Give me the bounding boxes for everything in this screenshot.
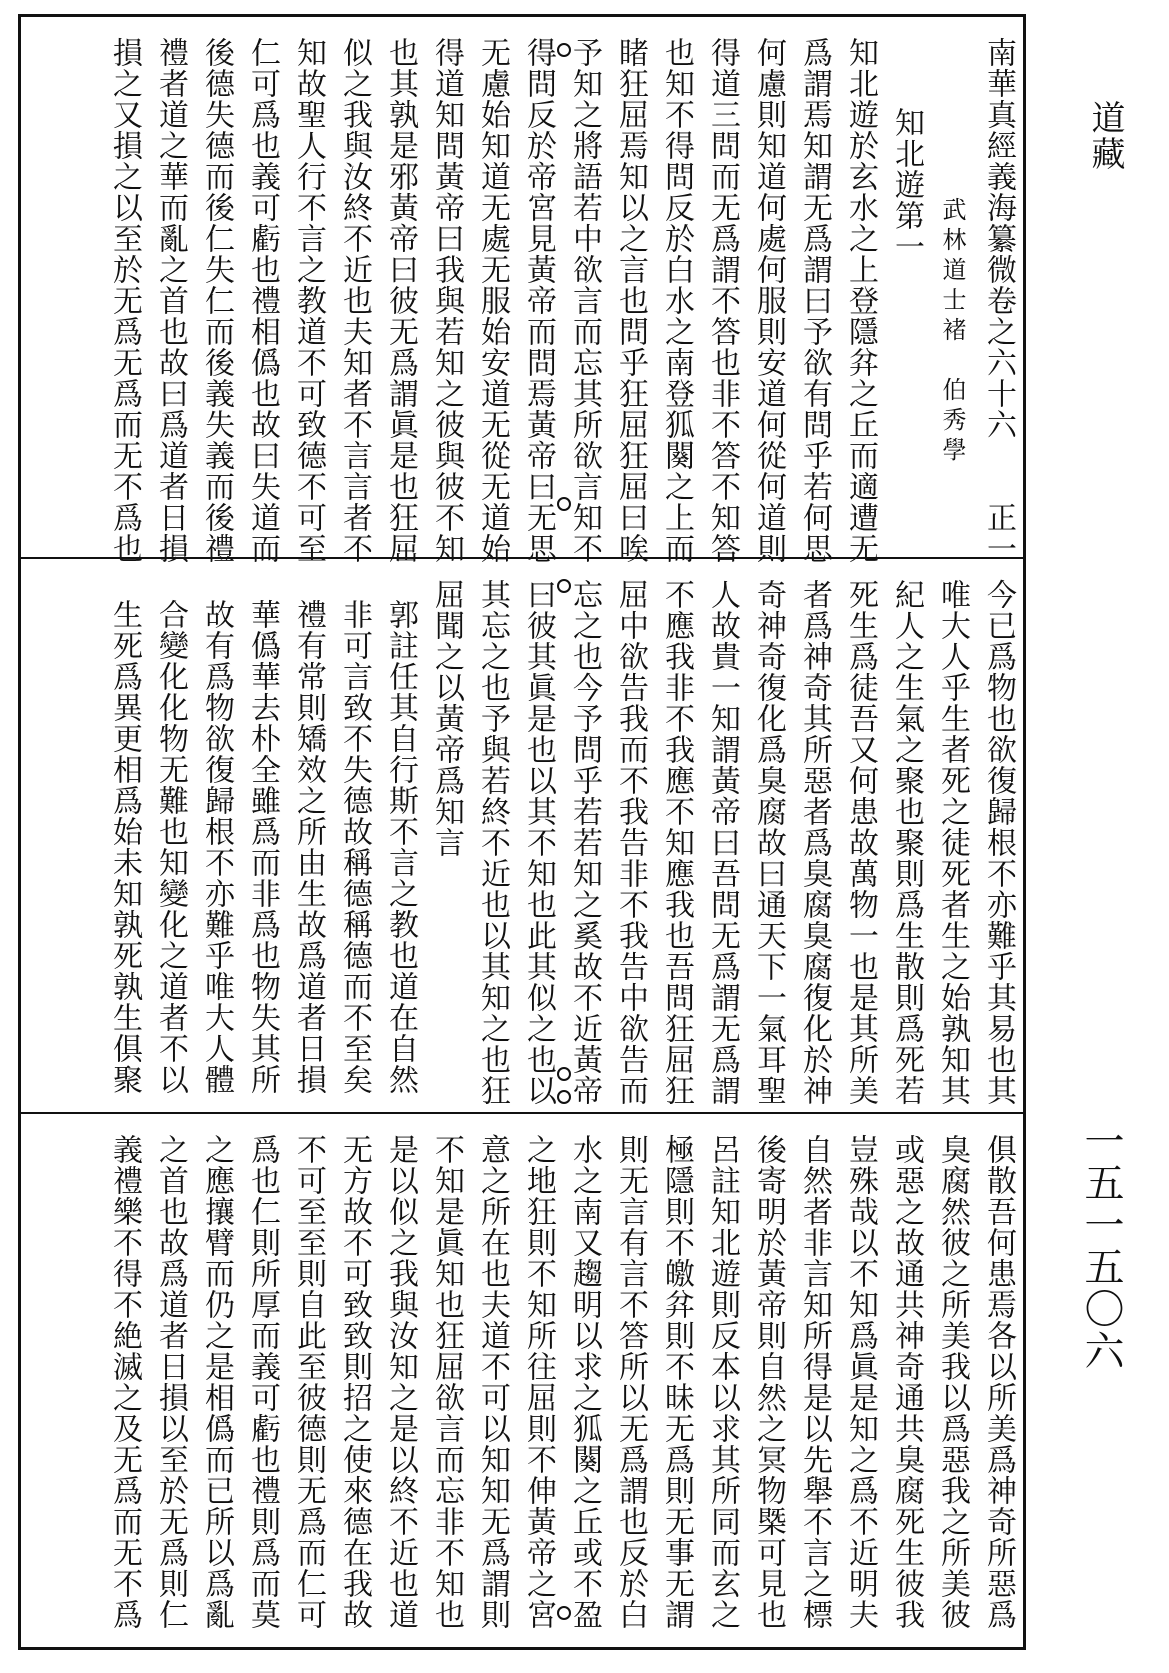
text-column: 屈中欲告我而不我告非不我告中欲告而 xyxy=(613,579,648,1106)
commentary-column: 合變化化物无難也知變化之道者不以 xyxy=(153,599,188,1095)
text-column: 其忘之也予與若終不近也以其知之也狂 xyxy=(475,579,510,1106)
text-column: 禮者道之華而亂之首也故曰爲道者日損 xyxy=(153,37,188,564)
text-column: 今已爲物也欲復歸根不亦難乎其易也其 xyxy=(981,579,1016,1106)
text-column: 死生爲徒吾又何患故萬物一也是其所美 xyxy=(843,579,878,1106)
text-column: 奇神奇復化爲臭腐故曰通天下一氣耳聖 xyxy=(751,579,786,1106)
text-column: 爲謂焉知謂无爲謂曰予欲有問乎若何思 xyxy=(797,37,832,564)
text-column: 也知不得問反於白水之南登狐闋之上而 xyxy=(659,37,694,564)
commentary-column: 自然者非言知所得是以先舉不言之標 xyxy=(797,1134,832,1630)
commentary-column: 不可至至則自此至彼德則无爲而仁可 xyxy=(291,1134,326,1630)
text-column: 无慮始知道无處无服始安道无從无道始 xyxy=(475,37,510,564)
text-column: 曰彼其眞是也以其不知也此其似之也以 xyxy=(521,579,556,1106)
commentary-column: 義禮樂不得不絶滅之及无爲而无不爲 xyxy=(107,1134,142,1630)
text-column: 屈聞之以黃帝爲知言 xyxy=(429,579,464,858)
text-column: 紀人之生氣之聚也聚則爲生散則爲死若 xyxy=(889,579,924,1106)
commentary-column: 爲也仁則所厚而義可虧也禮則爲而莫 xyxy=(245,1134,280,1630)
text-column: 人故貴一知謂黃帝曰吾問无爲謂无爲謂 xyxy=(705,579,740,1106)
commentary-column: 郭註任其自行斯不言之教也道在自然 xyxy=(383,599,418,1095)
text-column: 知故聖人行不言之教道不可致德不可至 xyxy=(291,37,326,564)
circle-mark xyxy=(557,497,571,511)
commentary-column: 華僞華去朴全雖爲而非爲也物失其所 xyxy=(245,599,280,1095)
commentary-column: 水之南又趨明以求之狐闋之丘或不盈 xyxy=(567,1134,602,1630)
commentary-column: 則无言有言不答所以无爲謂也反於白 xyxy=(613,1134,648,1630)
text-column: 南華真經義海纂微卷之六十六 正一 xyxy=(981,37,1016,564)
commentary-column: 禮有常則矯效之所由生故爲道者日損 xyxy=(291,599,326,1095)
circle-mark xyxy=(557,1090,571,1104)
commentary-column: 之應攘臂而仍之是相僞而已所以爲亂 xyxy=(199,1134,234,1630)
text-column: 者爲神奇其所惡者爲臭腐臭腐復化於神 xyxy=(797,579,832,1106)
text-column: 忘之也今予問乎若若知之奚故不近黃帝 xyxy=(567,579,602,1106)
commentary-column: 生死爲異更相爲始未知孰死孰生俱聚 xyxy=(107,599,142,1095)
text-column: 得問反於帝宮見黃帝而問焉黃帝曰无思 xyxy=(521,37,556,564)
commentary-column: 意之所在也夫道不可以知知无爲謂則 xyxy=(475,1134,510,1630)
page-frame xyxy=(18,14,1026,1650)
text-column: 武林道士褚 伯秀學 xyxy=(938,137,966,467)
text-column: 得道知問黃帝曰我與若知之彼與彼不知 xyxy=(429,37,464,564)
text-column: 後德失德而後仁失仁而後義失義而後禮 xyxy=(199,37,234,564)
commentary-column: 豈殊哉以不知爲眞是知之爲不近明夫 xyxy=(843,1134,878,1630)
panel-bottom xyxy=(21,1112,1023,1647)
circle-mark xyxy=(557,579,571,593)
text-column: 知北遊於玄水之上登隱弅之丘而適遭无 xyxy=(843,37,878,564)
text-column: 似之我與汝終不近也夫知者不言言者不 xyxy=(337,37,372,564)
commentary-column: 非可言致不失德故稱德稱德而不至矣 xyxy=(337,599,372,1095)
commentary-column: 之地狂則不知所往屈則不伸黃帝之宮 xyxy=(521,1134,556,1630)
commentary-column: 極隱則不皦弅則不昧无爲則无事无謂 xyxy=(659,1134,694,1630)
text-column: 仁可爲也義可虧也禮相僞也故曰失道而 xyxy=(245,37,280,564)
commentary-column: 之首也故爲道者日損以至於无爲則仁 xyxy=(153,1134,188,1630)
commentary-column: 故有爲物欲復歸根不亦難乎唯大人體 xyxy=(199,599,234,1095)
chapter-heading: 知北遊第一 xyxy=(889,107,924,262)
commentary-column: 不知是眞知也狂屈欲言而忘非不知也 xyxy=(429,1134,464,1630)
text-column: 予知之將語若中欲言而忘其所欲言知不 xyxy=(567,37,602,564)
circle-mark xyxy=(557,43,571,57)
text-column: 不應我非不我應不知應我也吾問狂屈狂 xyxy=(659,579,694,1106)
commentary-column: 无方故不可致致則招之使來德在我故 xyxy=(337,1134,372,1630)
text-column: 睹狂屈焉知以之言也問乎狂屈狂屈曰唉 xyxy=(613,37,648,564)
text-column: 損之又損之以至於无爲无爲而无不爲也 xyxy=(107,37,142,564)
commentary-column: 是以似之我與汝知之是以終不近也道 xyxy=(383,1134,418,1630)
text-column: 唯大人乎生者死之徒死者生之始孰知其 xyxy=(935,579,970,1106)
commentary-column: 臭腐然彼之所美我以爲惡我之所美彼 xyxy=(935,1134,970,1630)
commentary-column: 呂註知北遊則反本以求其所同而玄之 xyxy=(705,1134,740,1630)
text-column: 得道三問而无爲謂不答也非不答不知答 xyxy=(705,37,740,564)
panel-top xyxy=(21,17,1023,564)
collection-title: 道藏 xyxy=(1085,100,1125,172)
text-column: 何慮則知道何處何服則安道何從何道則 xyxy=(751,37,786,564)
commentary-column: 俱散吾何患焉各以所美爲神奇所惡爲 xyxy=(981,1134,1016,1630)
panel-middle xyxy=(21,557,1023,1112)
page-number: 一五一五〇六 xyxy=(1078,1120,1124,1372)
commentary-column: 後寄明於黃帝則自然之冥物槩可見也 xyxy=(751,1134,786,1630)
circle-mark xyxy=(557,1606,571,1620)
circle-mark xyxy=(557,1067,571,1081)
commentary-column: 或惡之故通共神奇通共臭腐死生彼我 xyxy=(889,1134,924,1630)
text-column: 也其孰是邪黃帝曰彼无爲謂眞是也狂屈 xyxy=(383,37,418,564)
